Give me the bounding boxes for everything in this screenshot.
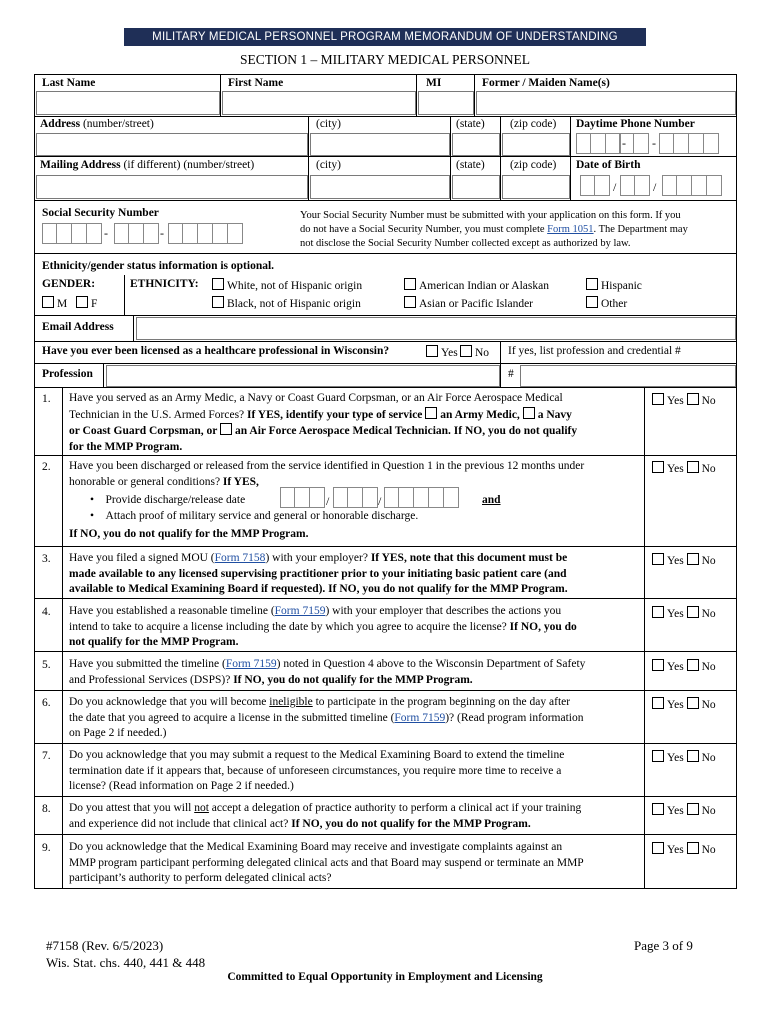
q9-number: 9. xyxy=(42,842,51,854)
q2-and: and xyxy=(482,494,501,506)
q7-number: 7. xyxy=(42,750,51,762)
mi-input[interactable] xyxy=(418,91,474,115)
profession-input[interactable] xyxy=(106,365,500,387)
ssn-note: Your Social Security Number must be submitted with your application on this form. If you do not have a Social Security Number, you must complete Form 1051. The Department may not disclose the Social Security Number collected except as authorized by law. xyxy=(300,210,688,249)
mailing-city-input[interactable] xyxy=(310,175,450,199)
first-name-label: First Name xyxy=(228,77,284,89)
q7-yes-no[interactable]: Yes No xyxy=(652,750,716,764)
email-label: Email Address xyxy=(42,321,114,333)
q9-yes-no[interactable]: Yes No xyxy=(652,842,716,856)
ethnicity-american-indian-option[interactable]: American Indian or Alaskan xyxy=(404,278,549,292)
ethnicity-label: ETHNICITY: xyxy=(130,278,199,290)
address-label: Address (number/street) xyxy=(40,118,154,130)
form-banner: MILITARY MEDICAL PERSONNEL PROGRAM MEMORANDUM OF UNDERSTANDING xyxy=(124,28,646,46)
ethnicity-hispanic-option[interactable]: Hispanic xyxy=(586,278,642,292)
q2-bullet-1: • Provide discharge/release date xyxy=(90,494,246,506)
q4-yes-no[interactable]: Yes No xyxy=(652,606,716,620)
phone-label: Daytime Phone Number xyxy=(576,118,695,130)
ethnicity-heading: Ethnicity/gender status information is optional. xyxy=(42,260,275,272)
q2-bullet-2: • Attach proof of military service and general or honorable discharge. xyxy=(90,510,419,522)
q4-text: Have you established a reasonable timeline (Form 7159) with your employer that describes the actions you intend to take to acquire a license including the date by which you agree to acquire the license? If NO, you do not qualify for the MMP Program. xyxy=(69,605,577,648)
phone-line-input[interactable] xyxy=(659,133,719,154)
ethnicity-asian-option[interactable]: Asian or Pacific Islander xyxy=(404,296,533,310)
mailing-state-input[interactable] xyxy=(452,175,500,199)
state-input[interactable] xyxy=(452,133,500,156)
zip-input[interactable] xyxy=(502,133,570,156)
q1-number: 1. xyxy=(42,393,51,405)
gender-label: GENDER: xyxy=(42,278,96,290)
gender-male-option[interactable]: M xyxy=(42,296,67,310)
dob-year-input[interactable] xyxy=(662,175,722,196)
q1-yes-no[interactable]: Yes No xyxy=(652,393,716,407)
army-medic-checkbox[interactable] xyxy=(425,407,437,419)
form-id: #7158 (Rev. 6/5/2023) xyxy=(46,938,164,953)
city-input[interactable] xyxy=(310,133,450,156)
q2-closing: If NO, you do not qualify for the MMP Program. xyxy=(69,528,309,540)
q3-yes-no[interactable]: Yes No xyxy=(652,553,716,567)
mailing-zip-input[interactable] xyxy=(502,175,570,199)
gender-female-option[interactable]: F xyxy=(76,296,97,310)
equal-opportunity-text: Committed to Equal Opportunity in Employment and Licensing xyxy=(227,971,543,983)
form-7159-link-3[interactable]: Form 7159 xyxy=(394,711,446,724)
profession-label: Profession xyxy=(42,368,93,380)
ssn-part3-input[interactable] xyxy=(168,223,243,244)
mailing-city-label: (city) xyxy=(316,159,341,171)
q5-number: 5. xyxy=(42,659,51,671)
ssn-label: Social Security Number xyxy=(42,207,159,219)
q5-text: Have you submitted the timeline (Form 7159) noted in Question 4 above to the Wisconsin Department of Safety and Professional Services (DSPS)? If NO, you do not qualify for the MMP Program. xyxy=(69,658,586,686)
air-force-checkbox[interactable] xyxy=(220,423,232,435)
page-number: Page 3 of 9 xyxy=(634,938,693,953)
phone-area-input[interactable] xyxy=(576,133,621,154)
q3-text: Have you filed a signed MOU (Form 7158) with your employer? If YES, note that this document must be made available to any licensed supervising practitioner prior to your initiating basic patient care (and available to Medical Examining Board if requested). If NO, you do not qualify for the MMP Program. xyxy=(69,552,568,595)
licensed-yes-option[interactable]: Yes xyxy=(426,345,458,359)
first-name-input[interactable] xyxy=(222,91,416,115)
q8-yes-no[interactable]: Yes No xyxy=(652,803,716,817)
q2-yes-no[interactable]: Yes No xyxy=(652,461,716,475)
state-label: (state) xyxy=(456,118,485,130)
ethnicity-white-option[interactable]: White, not of Hispanic origin xyxy=(212,278,362,292)
discharge-year-input[interactable] xyxy=(384,487,459,508)
dob-month-input[interactable] xyxy=(580,175,610,196)
credential-input[interactable] xyxy=(520,365,736,387)
form-7158-link[interactable]: Form 7158 xyxy=(214,552,266,564)
ethnicity-other-option[interactable]: Other xyxy=(586,296,627,310)
licensed-no-option[interactable]: No xyxy=(460,345,489,359)
former-name-label: Former / Maiden Name(s) xyxy=(482,77,610,89)
phone-prefix-input[interactable] xyxy=(619,133,649,154)
if-yes-label: If yes, list profession and credential # xyxy=(508,345,681,357)
email-input[interactable] xyxy=(136,317,736,340)
section-title: SECTION 1 – MILITARY MEDICAL PERSONNEL xyxy=(239,52,531,67)
last-name-input[interactable] xyxy=(36,91,220,115)
last-name-label: Last Name xyxy=(42,77,96,89)
discharge-month-input[interactable] xyxy=(280,487,325,508)
ssn-part1-input[interactable] xyxy=(42,223,102,244)
form-7159-link[interactable]: Form 7159 xyxy=(274,605,326,617)
form-1051-link[interactable]: Form 1051 xyxy=(547,224,594,235)
dob-day-input[interactable] xyxy=(620,175,650,196)
q8-text: Do you attest that you will not accept a delegation of practice authority to perform a clinical act if your training and experience did not include that clinical act? If NO, you do not qualify for the MMP Program. xyxy=(69,802,582,830)
dob-label: Date of Birth xyxy=(576,159,641,171)
ssn-part2-input[interactable] xyxy=(114,223,159,244)
q1-text: Have you served as an Army Medic, a Navy or Coast Guard Corpsman, or an Air Force Aerospace Medical Technician in the U.S. Armed Forces? If YES, identify your type of service an Army Medic, a Navy or Coast Guard Corpsman, or an Air Force Aerospace Medical Technician. If NO, you do not qualify for the MMP Program. xyxy=(69,392,578,453)
statute-ref: Wis. Stat. chs. 440, 441 & 448 xyxy=(46,955,206,970)
credential-hash-label: # xyxy=(508,368,514,380)
mailing-zip-label: (zip code) xyxy=(510,159,557,171)
q6-text: Do you acknowledge that you will become ineligible to participate in the program beginning on the day after the date that you agreed to acquire a license in the submitted timeline (Form 7159)? (Read program information on Page 2 if needed.) xyxy=(69,696,584,739)
q9-text: Do you acknowledge that the Medical Examining Board may receive and investigate complaints against an MMP program participant performing delegated clinical acts and that Board may suspend or terminate an MMP participant’s authority to perform delegated clinical acts? xyxy=(69,841,584,884)
q8-number: 8. xyxy=(42,803,51,815)
mailing-state-label: (state) xyxy=(456,159,485,171)
mailing-address-input[interactable] xyxy=(36,175,308,199)
mi-label: MI xyxy=(426,77,442,89)
q3-number: 3. xyxy=(42,553,51,565)
q6-number: 6. xyxy=(42,697,51,709)
address-input[interactable] xyxy=(36,133,308,156)
form-7159-link-2[interactable]: Form 7159 xyxy=(225,658,277,670)
q2-number: 2. xyxy=(42,461,51,473)
zip-label: (zip code) xyxy=(510,118,557,130)
q5-yes-no[interactable]: Yes No xyxy=(652,659,716,673)
discharge-day-input[interactable] xyxy=(333,487,378,508)
q4-number: 4. xyxy=(42,606,51,618)
ethnicity-black-option[interactable]: Black, not of Hispanic origin xyxy=(212,296,361,310)
q7-text: Do you acknowledge that you may submit a request to the Medical Examining Board to extend the timeline termination date if it appears that, because of unforeseen circumstances, you require more time to receive a license? (Read information on Page 2 if needed.) xyxy=(69,749,565,792)
q2-text: Have you been discharged or released from the service identified in Question 1 in the previous 12 months under honorable or general conditions? If YES, xyxy=(69,460,585,488)
navy-corpsman-checkbox[interactable] xyxy=(523,407,535,419)
city-label: (city) xyxy=(316,118,341,130)
former-name-input[interactable] xyxy=(476,91,736,115)
q6-yes-no[interactable]: Yes No xyxy=(652,697,716,711)
mailing-address-label: Mailing Address (if different) (number/street) xyxy=(40,159,255,171)
licensed-question: Have you ever been licensed as a healthcare professional in Wisconsin? xyxy=(42,345,390,357)
